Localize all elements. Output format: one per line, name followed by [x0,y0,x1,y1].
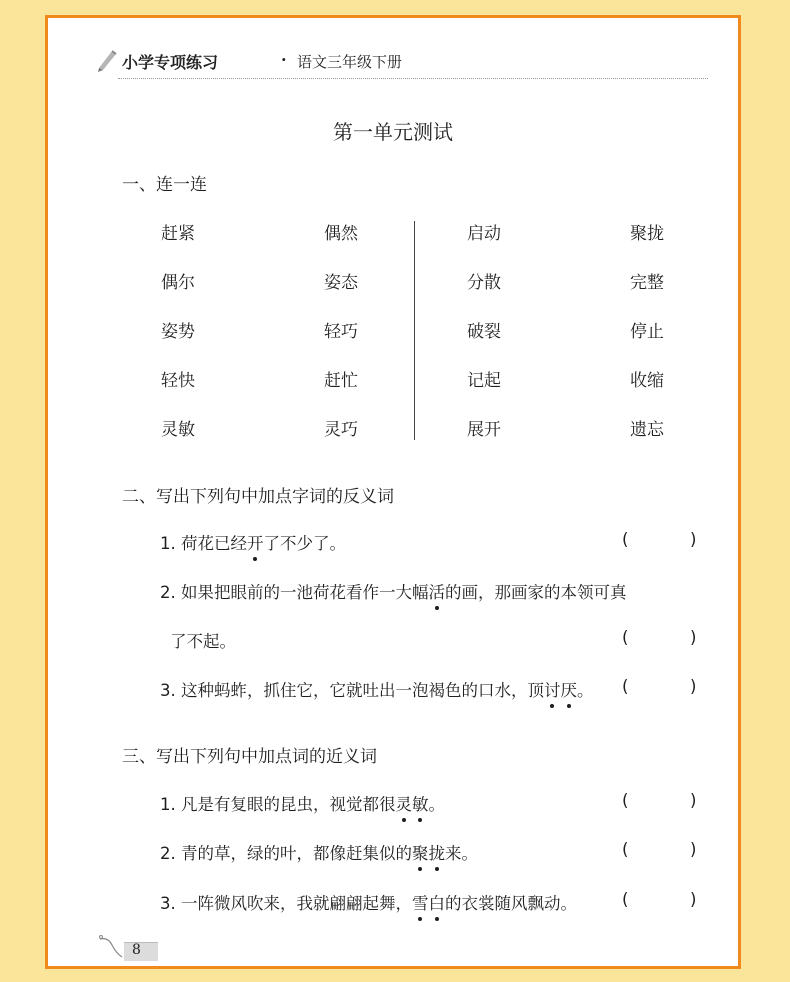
emphasized-char: 开 [247,530,264,554]
match-word: 轻巧 [324,322,358,342]
answer-blank-close: ) [690,791,697,810]
header-dot: · [281,50,287,69]
emphasized-char: 雪 [412,890,429,914]
question-text: 3. 这种蚂蚱，抓住它，它就吐出一泡褐色的口水，顶 [160,681,544,700]
question-2-2-line2: 了不起。 [170,632,236,651]
question-text: 1. 荷花已经 [160,534,247,553]
match-word: 轻快 [161,371,195,391]
question-text: 来。 [445,844,478,863]
emphasized-char: 灵 [396,791,413,815]
match-word: 破裂 [467,322,501,342]
answer-blank-open[interactable]: ( [622,530,629,549]
match-word: 展开 [467,420,501,440]
match-word: 聚拢 [630,224,664,244]
emphasized-char: 白 [429,890,446,914]
question-text: 2. 青的草，绿的叶，都像赶集似的 [160,844,412,863]
book-subtitle: 语文三年级下册 [297,53,403,71]
answer-blank-close: ) [690,628,697,647]
emphasized-char: 活 [429,579,446,603]
answer-blank-open[interactable]: ( [622,628,629,647]
answer-blank-open[interactable]: ( [622,890,629,909]
column-divider [414,221,415,440]
match-word: 收缩 [630,371,664,391]
emphasized-char: 厌 [561,677,578,701]
match-word: 分散 [467,273,501,293]
section2-title: 二、写出下列句中加点字词的反义词 [122,487,394,507]
match-word: 灵敏 [161,420,195,440]
match-word: 赶紧 [161,224,195,244]
match-word: 姿势 [161,322,195,342]
match-word: 记起 [467,371,501,391]
match-word: 姿态 [324,273,358,293]
question-text: 。 [428,795,445,814]
page-number: 8 [132,942,141,958]
match-word: 完整 [630,273,664,293]
book-title: 小学专项练习 [122,53,219,72]
emphasized-char: 敏 [412,791,429,815]
match-word: 停止 [630,322,664,342]
question-3-3 [160,890,577,914]
pencil-icon [96,48,118,72]
emphasized-char: 讨 [544,677,561,701]
answer-blank-open[interactable]: ( [622,840,629,859]
section1-title: 一、连一连 [122,175,207,195]
question-text: 2. 如果把眼前的一池荷花看作一大幅 [160,583,429,602]
answer-blank-open[interactable]: ( [622,791,629,810]
header-dotted-rule [118,78,708,79]
question-2-1 [160,530,346,554]
question-text: 1. 凡是有复眼的昆虫，视觉都很 [160,795,396,814]
worksheet-page [45,15,741,969]
page-number-box [124,942,158,961]
answer-blank-close: ) [690,890,697,909]
question-3-1 [160,791,445,815]
question-3-2 [160,840,478,864]
page-number-swirl-icon [98,933,124,959]
match-word: 偶然 [324,224,358,244]
match-word: 启动 [467,224,501,244]
answer-blank-close: ) [690,840,697,859]
match-word: 遗忘 [630,420,664,440]
question-text: 的衣裳随风飘动。 [445,894,577,913]
answer-blank-close: ) [690,530,697,549]
page-header [96,40,706,80]
question-2-3 [160,677,594,701]
question-2-2 [160,579,627,603]
section3-title: 三、写出下列句中加点词的近义词 [122,747,377,767]
emphasized-char: 聚 [412,840,429,864]
match-word: 灵巧 [324,420,358,440]
question-text: 。 [577,681,594,700]
match-word: 赶忙 [324,371,358,391]
unit-title: 第一单元测试 [333,120,453,144]
emphasized-char: 拢 [429,840,446,864]
question-text: 3. 一阵微风吹来，我就翩翩起舞， [160,894,412,913]
answer-blank-open[interactable]: ( [622,677,629,696]
match-word: 偶尔 [161,273,195,293]
answer-blank-close: ) [690,677,697,696]
question-text: 了不少了。 [263,534,346,553]
question-text: 的画，那画家的本领可真 [445,583,627,602]
